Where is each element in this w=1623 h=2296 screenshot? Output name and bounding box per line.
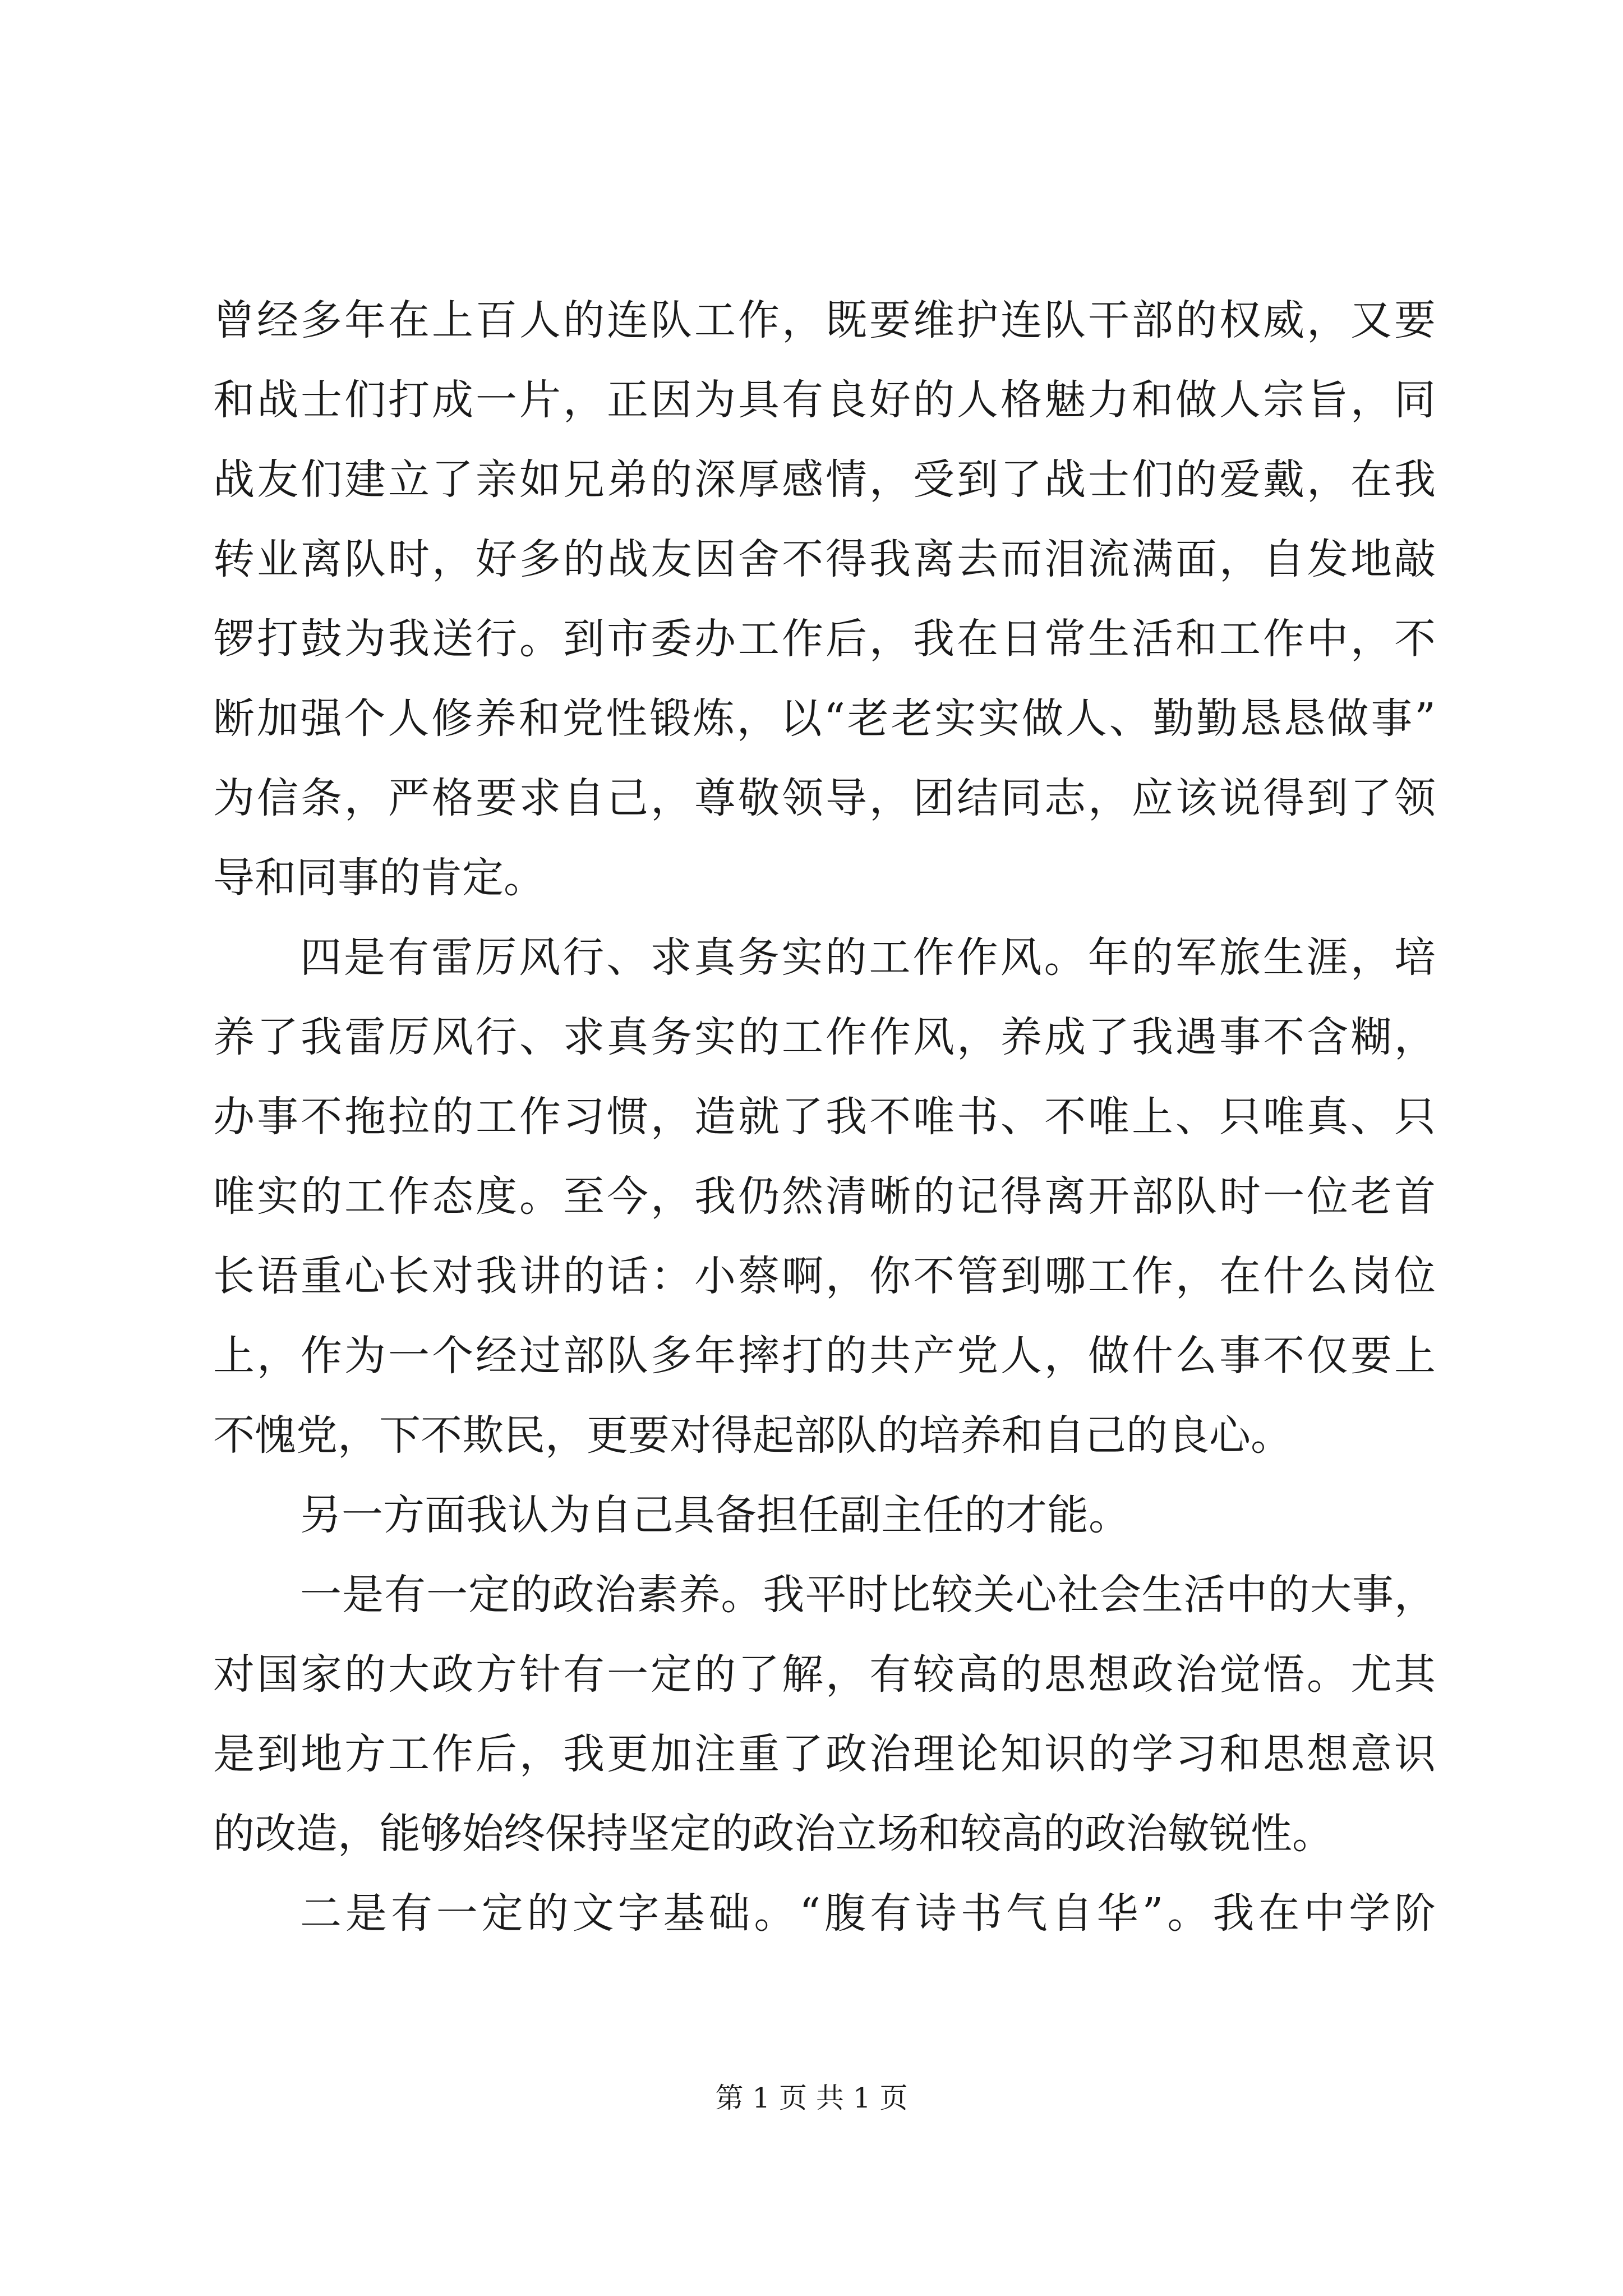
text-line: 上，作为一个经过部队多年摔打的共产党人，做什么事不仅要上 (213, 1332, 1436, 1380)
text-line: 转业离队时，好多的战友因舍不得我离去而泪流满面，自发地敲 (213, 535, 1436, 583)
text-line: 不愧党，下不欺民，更要对得起部队的培养和自己的良心。 (213, 1411, 1292, 1460)
text-line: 的改造，能够始终保持坚定的政治立场和较高的政治敏锐性。 (213, 1810, 1334, 1858)
text-line: 唯实的工作态度。至今，我仍然清晰的记得离开部队时一位老首 (213, 1172, 1436, 1221)
page-footer: 第 1 页 共 1 页 (715, 2082, 908, 2114)
text-line: 导和同事的肯定。 (213, 854, 545, 902)
text-line: 办事不拖拉的工作习惯，造就了我不唯书、不唯上、只唯真、只 (213, 1093, 1436, 1141)
text-line: 是到地方工作后，我更加注重了政治理论知识的学习和思想意识 (213, 1730, 1436, 1778)
text-line: 养了我雷厉风行、求真务实的工作作风，养成了我遇事不含糊， (213, 1013, 1436, 1061)
text-line: 为信条，严格要求自己，尊敬领导，团结同志，应该说得到了领 (213, 774, 1436, 822)
paragraph-first-line: 四是有雷厉风行、求真务实的工作作风。年的军旅生涯，培 (300, 933, 1436, 982)
paragraph-first-line: 二是有一定的文字基础。“腹有诗书气自华”。我在中学阶 (300, 1889, 1436, 1938)
text-line: 对国家的大政方针有一定的了解，有较高的思想政治觉悟。尤其 (213, 1650, 1436, 1699)
text-line: 锣打鼓为我送行。到市委办工作后，我在日常生活和工作中，不 (213, 615, 1436, 663)
text-line: 战友们建立了亲如兄弟的深厚感情，受到了战士们的爱戴，在我 (213, 455, 1436, 504)
paragraph-first-line: 一是有一定的政治素养。我平时比较关心社会生活中的大事， (300, 1571, 1436, 1619)
text-line: 断加强个人修养和党性锻炼，以“老老实实做人、勤勤恳恳做事” (213, 694, 1436, 743)
text-line: 曾经多年在上百人的连队工作，既要维护连队干部的权威，又要 (213, 296, 1436, 344)
paragraph-first-line: 另一方面我认为自己具备担任副主任的才能。 (300, 1491, 1130, 1539)
text-line: 长语重心长对我讲的话：小蔡啊，你不管到哪工作，在什么岗位 (213, 1252, 1436, 1300)
text-line: 和战士们打成一片，正因为具有良好的人格魅力和做人宗旨，同 (213, 376, 1436, 424)
